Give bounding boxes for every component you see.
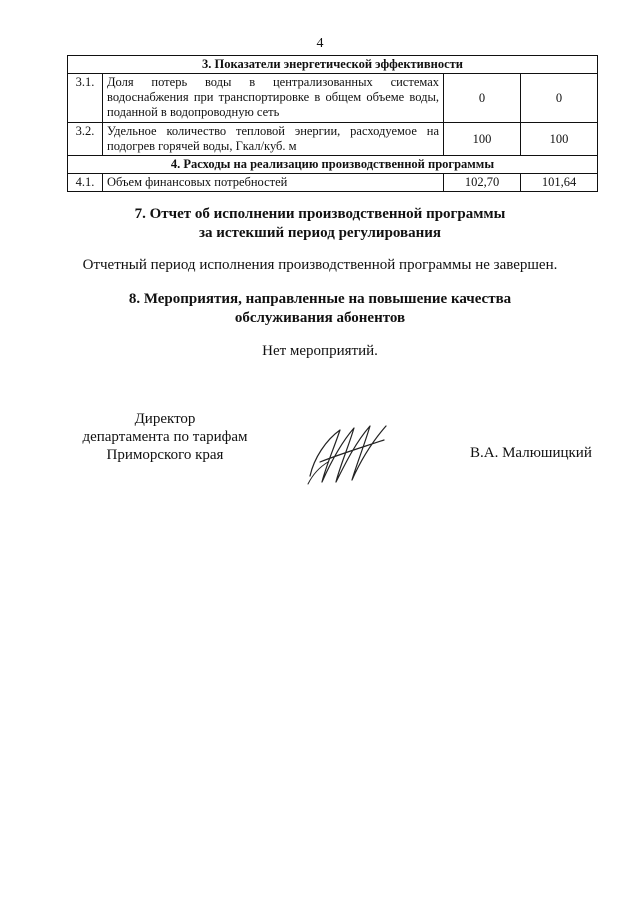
signatory-title (40, 410, 290, 464)
section-8-text: Нет мероприятий. (262, 343, 378, 359)
section-3-header-row (68, 56, 598, 74)
section-7-text: Отчетный период исполнения производственной программы не завершен. (82, 257, 558, 273)
row-number: 3.1. (68, 74, 103, 123)
row-number: 3.2. (68, 123, 103, 156)
row-value-1: 100 (444, 123, 521, 156)
table-row (68, 74, 598, 123)
signatory-name: В.А. Малюшицкий (470, 445, 592, 461)
section-7-heading-line-1: 7. Отчет об исполнении производственной программы (134, 206, 506, 222)
section-4-header-row (68, 156, 598, 174)
section-7-heading (0, 205, 640, 243)
row-value-2: 0 (521, 74, 598, 123)
section-4-title: 4. Расходы на реализацию производственной программы (68, 156, 598, 174)
page-number: 4 (316, 36, 324, 51)
indicators-table (67, 55, 598, 192)
table-row (68, 174, 598, 192)
row-description: Удельное количество тепловой энергии, расходуемое на подогрев горячей воды, Гкал/куб. м (103, 123, 444, 156)
signatory-title-line-1: Директор (134, 411, 196, 427)
row-value-1: 0 (444, 74, 521, 123)
section-8-heading-line-2: обслуживания абонентов (234, 310, 406, 326)
row-value-2: 100 (521, 123, 598, 156)
row-description: Доля потерь воды в централизованных системах водоснабжения при транспортировке в общем объеме воды, поданной в водопроводную сеть (103, 74, 444, 123)
row-number: 4.1. (68, 174, 103, 192)
signatory-title-line-3: Приморского края (106, 447, 224, 463)
row-description: Объем финансовых потребностей (103, 174, 444, 192)
table-row (68, 123, 598, 156)
handwritten-signature (300, 418, 400, 488)
row-value-2: 101,64 (521, 174, 598, 192)
section-8-heading-line-1: 8. Мероприятия, направленные на повышение качества (128, 291, 512, 307)
section-7-heading-line-2: за истекший период регулирования (198, 225, 442, 241)
section-3-title: 3. Показатели энергетической эффективности (68, 56, 598, 74)
signatory-title-line-2: департамента по тарифам (82, 429, 248, 445)
section-8-heading (0, 290, 640, 328)
row-value-1: 102,70 (444, 174, 521, 192)
